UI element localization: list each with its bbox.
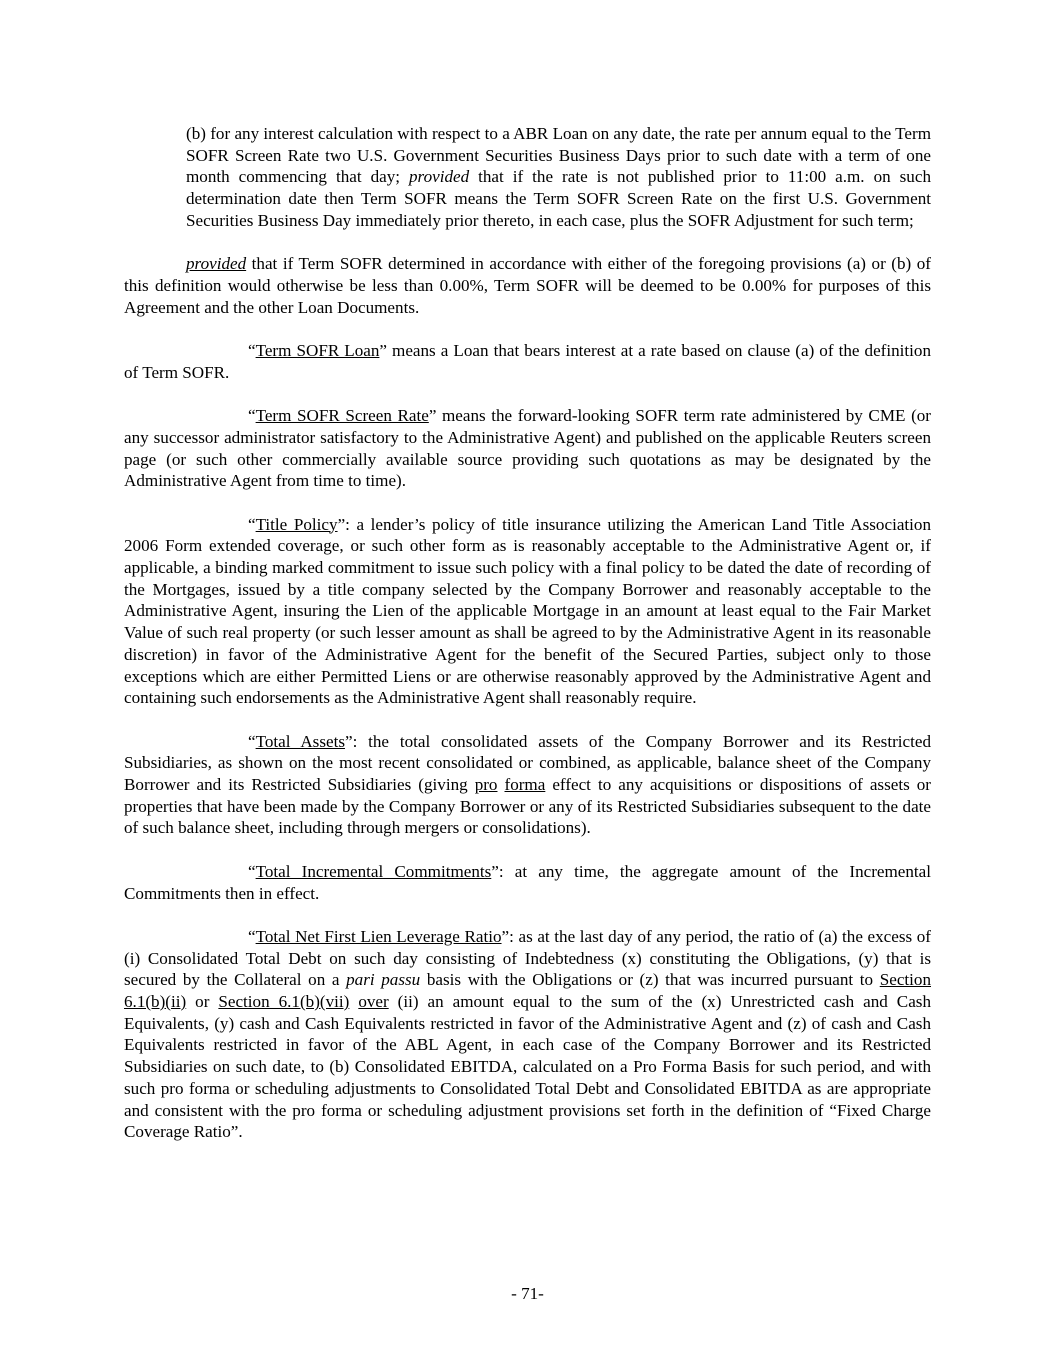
section-reference: Section 6.1(b)(ii) [124,970,931,1012]
definition-text-1: ”: as at the last day of any period, the ratio of (a) the excess of (i) Consolidated Total Debt on such day consisting of Indebtedness (x) constituting the Obligations, (y) that is secured by the Collateral on a [124,926,931,990]
defined-term: Title Policy [255,514,338,534]
forma-word: forma [504,775,546,795]
pro-word: pro [474,775,498,795]
defined-term: Total Assets [255,731,345,751]
proviso-paragraph [124,253,931,318]
definition-text-1: ”: the total consolidated assets of the Company Borrower and its Restricted Subsidiaries, as shown on the most recent consolidated or combined, as applicable, balance sheet of the Company Borrower and its Restricted Subsidiaries (giving [124,731,931,795]
definition-text: ”: a lender’s policy of title insurance utilizing the American Land Title Association 2006 Form extended coverage, or such other form as is reasonably acceptable to the Administrative Agent or, if applicable, a binding marked commitment to issue such policy with a final policy to be dated the date of recording of the Mortgages, issued by a title company selected by the Company Borrower and reasonably acceptable to the Administrative Agent, insuring the Lien of the applicable Mortgage in an amount at least equal to the Fair Market Value of such real property (or such lesser amount as shall be agreed to by the Administrative Agent in its reasonable discretion) in favor of the Administrative Agent for the benefit of the Secured Parties, subject only to those exceptions which are either Permitted Liens or are otherwise reasonably approved by the Administrative Agent and containing such endorsements as the Administrative Agent shall reasonably require. [124,514,931,708]
section-reference: Section 6.1(b)(vii) [218,992,350,1012]
defined-term: Total Incremental Commitments [255,861,492,881]
proviso-text: that if Term SOFR determined in accordance with either of the foregoing provisions (a) or (b) of this definition would otherwise be less than 0.00%, Term SOFR will be deemed to be 0.00% for purposes of this Agreement and the other Loan Documents. [124,254,931,317]
definition-text-3: (ii) an amount equal to the sum of the (x) Unrestricted cash and Cash Equivalents, (y) cash and Cash Equivalents restricted in favor of the Administrative Agent and (z) of cash and Cash Equivalents restricted in favor of the ABL Agent, in each case of the Company Borrower and its Restricted Subsidiaries on such date, to (b) Consolidated EBITDA, calculated on a Pro Forma Basis for such period, and with such pro forma or scheduling adjustments to Consolidated Total Debt and Consolidated EBITDA as are appropriate and consistent with the pro forma or scheduling adjustment provisions set forth in the definition of “Fixed Charge Coverage Ratio”. [124,992,931,1142]
clause-b-paragraph [186,123,931,232]
definition-text-2: effect to any acquisitions or dispositions of assets or properties that have been made by the Company Borrower or any of its Restricted Subsidiaries subsequent to the date of such balance sheet, including through mergers or consolidations). [124,775,931,838]
definition-total-net-first-lien-leverage-ratio: “Total Net First Lien Leverage Ratio”: as at the last day of any period, the ratio of (a) the excess of (i) Consolidated Total Debt on such day consisting of Indebtedness (x) constituting the Obligations, (y) that is secured by the Collateral on a pari passu basis with the Obligations or (z) that was incurred pursuant to Section 6.1(b)(ii) or Section 6.1(b)(vii) over (ii) an amount equal to the sum of the (x) Unrestricted cash and Cash Equivalents, (y) cash and Cash Equivalents restricted in favor of the Administrative Agent and (z) of cash and Cash Equivalents restricted in favor of the ABL Agent, in each case of the Company Borrower and its Restricted Subsidiaries on such date, to (b) Consolidated EBITDA, calculated on a Pro Forma Basis for such period, and with such pro forma or scheduling adjustments to Consolidated Total Debt and Consolidated EBITDA as are appropriate and consistent with the pro forma or scheduling adjustment provisions set forth in the definition of “Fixed Charge Coverage Ratio”. [124,926,931,1142]
definition-term-sofr-screen-rate: “Term SOFR Screen Rate” means the forward-looking SOFR term rate administered by CME (or any successor administrator satisfactory to the Administrative Agent) and published on the applicable Reuters screen page (or such other commercially available source providing such quotations as may be designated by the Administrative Agent from time to time). [124,406,932,491]
clause-b-text-1: (b) for any interest calculation with respect to a ABR Loan on any date, the rate per annum equal to the Term SOFR Screen Rate two U.S. Government Securities Business Days prior to such date with a term of one month commencing that day; [186,124,931,187]
definition-text: ” means the forward-looking SOFR term rate administered by CME (or any successor administrator satisfactory to the Administrative Agent) and published on the applicable Reuters screen page (or such other commercially available source providing such quotations as may be designated by the Administrative Agent from time to time). [124,406,932,491]
definition-text: ” means a Loan that bears interest at a rate based on clause (a) of the definition of Term SOFR. [124,341,931,382]
defined-term: Term SOFR Screen Rate [255,406,429,426]
definition-total-incremental-commitments: “Total Incremental Commitments”: at any time, the aggregate amount of the Incremental Commitments then in effect. [124,861,931,903]
clause-b-provided: provided [409,167,470,187]
definition-text: ”: at any time, the aggregate amount of the Incremental Commitments then in effect. [124,861,931,903]
definition-term-sofr-loan: “Term SOFR Loan” means a Loan that bears interest at a rate based on clause (a) of the definition of Term SOFR. [124,341,931,382]
definition-title-policy: “Title Policy”: a lender’s policy of title insurance utilizing the American Land Title Association 2006 Form extended coverage, or such other form as is reasonably acceptable to the Administrative Agent or, if applicable, a binding marked commitment to issue such policy with a final policy to be dated the date of recording of the Mortgages, issued by a title company selected by the Company Borrower and reasonably acceptable to the Administrative Agent, insuring the Lien of the applicable Mortgage in an amount at least equal to the Fair Market Value of such real property (or such lesser amount as shall be agreed to by the Administrative Agent in its reasonable discretion) in favor of the Administrative Agent for the benefit of the Secured Parties, subject only to those exceptions which are either Permitted Liens or are otherwise reasonably approved by the Administrative Agent and containing such endorsements as the Administrative Agent shall reasonably require. [124,514,931,708]
defined-term: Term SOFR Loan [255,341,380,360]
over-word: over [358,992,389,1012]
defined-term: Total Net First Lien Leverage Ratio [255,926,502,946]
clause-b-text-2: that if the rate is not published prior to 11:00 a.m. on such determination date then Term SOFR means the Term SOFR Screen Rate on the first U.S. Government Securities Business Day immediately prior thereto, in each case, plus the SOFR Adjustment for such term; [186,167,931,230]
definition-text-2: basis with the Obligations or (z) that was incurred pursuant to [420,970,880,990]
definition-total-assets: “Total Assets”: the total consolidated assets of the Company Borrower and its Restricted Subsidiaries, as shown on the most recent consolidated or combined, as applicable, balance sheet of the Company Borrower and its Restricted Subsidiaries (giving pro forma effect to any acquisitions or dispositions of assets or properties that have been made by the Company Borrower or any of its Restricted Subsidiaries subsequent to the date of such balance sheet, including through mergers or consolidations). [124,731,931,838]
document-body [124,123,931,1165]
proviso-lead: provided [186,254,247,274]
pari-passu: pari passu [346,970,421,990]
page-number: - 71- [511,1284,544,1303]
